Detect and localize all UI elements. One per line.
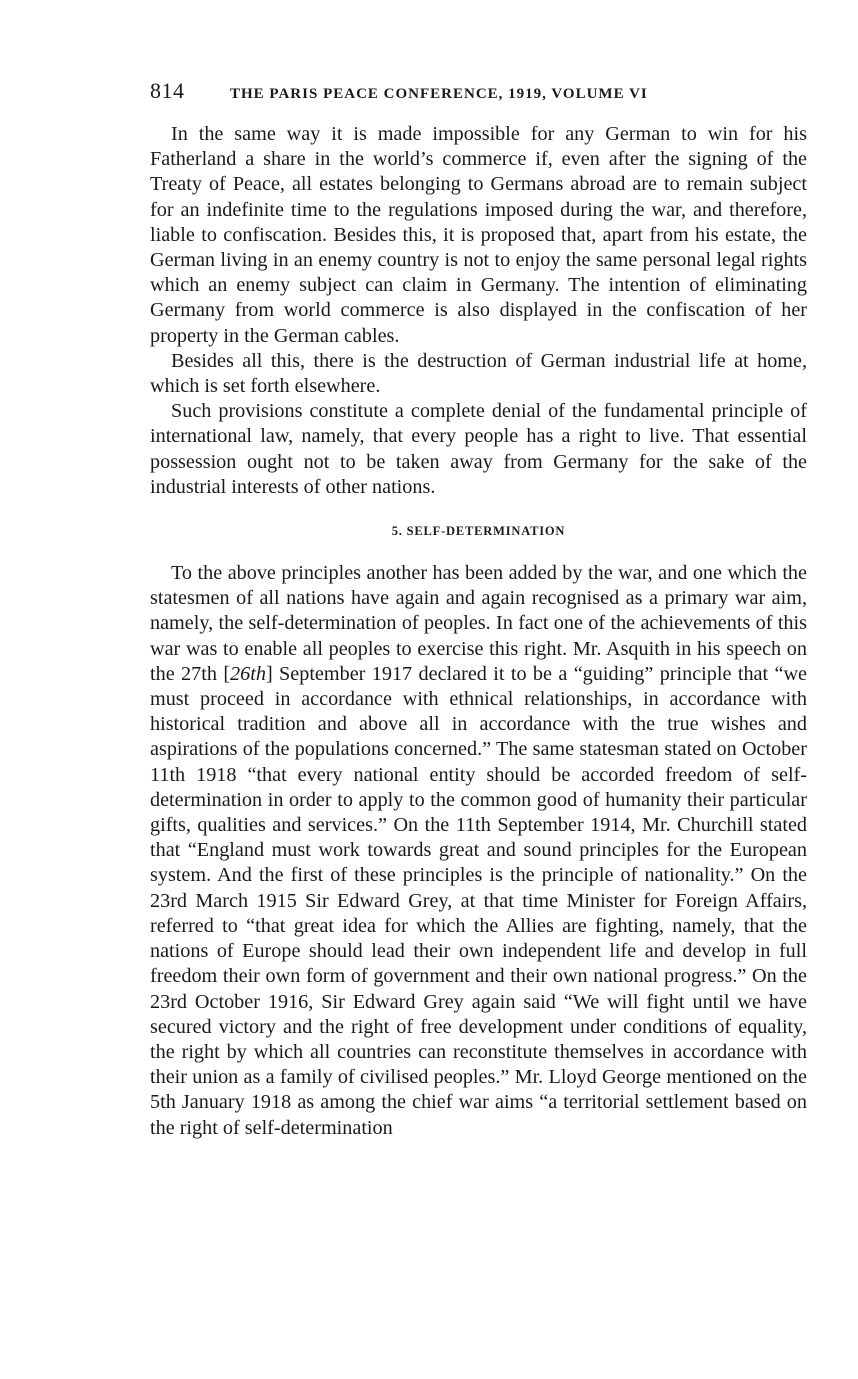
running-title: THE PARIS PEACE CONFERENCE, 1919, VOLUME VI: [230, 86, 648, 102]
document-page: [150, 78, 807, 1141]
paragraph-self-determination: [150, 561, 807, 1141]
paragraph-text-part2: ] September 1917 declared it to be a “guiding” principle that “we must proceed in accordance with ethnical relationships, in accordance with historical tradition and above all in accordance with the true wishes and aspirations of the populations concerned.” The same statesman stated on October 11th 1918 “that every national entity should be accorded freedom of self-determination in order to apply to the common good of humanity their particular gifts, qualities and services.” On the 11th September 1914, Mr. Churchill stated that “England must work towards great and sound principles for the European system. And the first of these principles is the principle of nationality.” On the 23rd March 1915 Sir Edward Grey, at that time Minister for Foreign Affairs, referred to “that great idea for which the Allies are fighting, namely, that the nations of Europe should lead their own independent life and develop in full freedom their own form of government and their own national progress.” On the 23rd October 1916, Sir Edward Grey again said “We will fight until we have secured victory and the right of free development under conditions of equality, the right by which all countries can reconstitute themselves in accordance with their union as a family of civilised peoples.” Mr. Lloyd George mentioned on the 5th January 1918 as among the chief war aims “a territorial settlement based on the right of self-determination: [150, 662, 807, 1139]
paragraph-text-part1: To the above principles another has been added by the war, and one which the statesmen of all nations have again and again recognised as a primary war aim, namely, the self-determination of peoples. In fact one of the achievements of this war was to enable all peoples to exercise this right. Mr. Asquith in his speech on the 27th [: [150, 562, 807, 685]
page-number: 814: [150, 78, 185, 103]
section-heading: 5. SELF-DETERMINATION: [391, 524, 566, 539]
paragraph-italic-correction: 26th: [230, 662, 266, 685]
running-head: [150, 78, 807, 108]
paragraph-commerce: In the same way it is made impossible for any German to win for his Fatherland a share in the world’s commerce if, even after the signing of the Treaty of Peace, all estates belonging to Germans abroad are to remain subject for an indefinite time to the regulations imposed during the war, and therefore, liable to confiscation. Besides this, it is proposed that, apart from his estate, the German living in an enemy country is not to enjoy the same personal legal rights which an enemy subject can claim in Germany. The intention of eliminating Germany from world commerce is also displayed in the confiscation of her property in the German cables.: [150, 123, 807, 347]
paragraph-right-to-live: Such provisions constitute a complete denial of the fundamental principle of international law, namely, that every people has a right to live. That essential possession ought not to be taken away from Germany for the sake of the industrial interests of other nations.: [150, 400, 807, 498]
paragraph-industrial-life: Besides all this, there is the destruction of German industrial life at home, which is set forth elsewhere.: [150, 349, 807, 398]
